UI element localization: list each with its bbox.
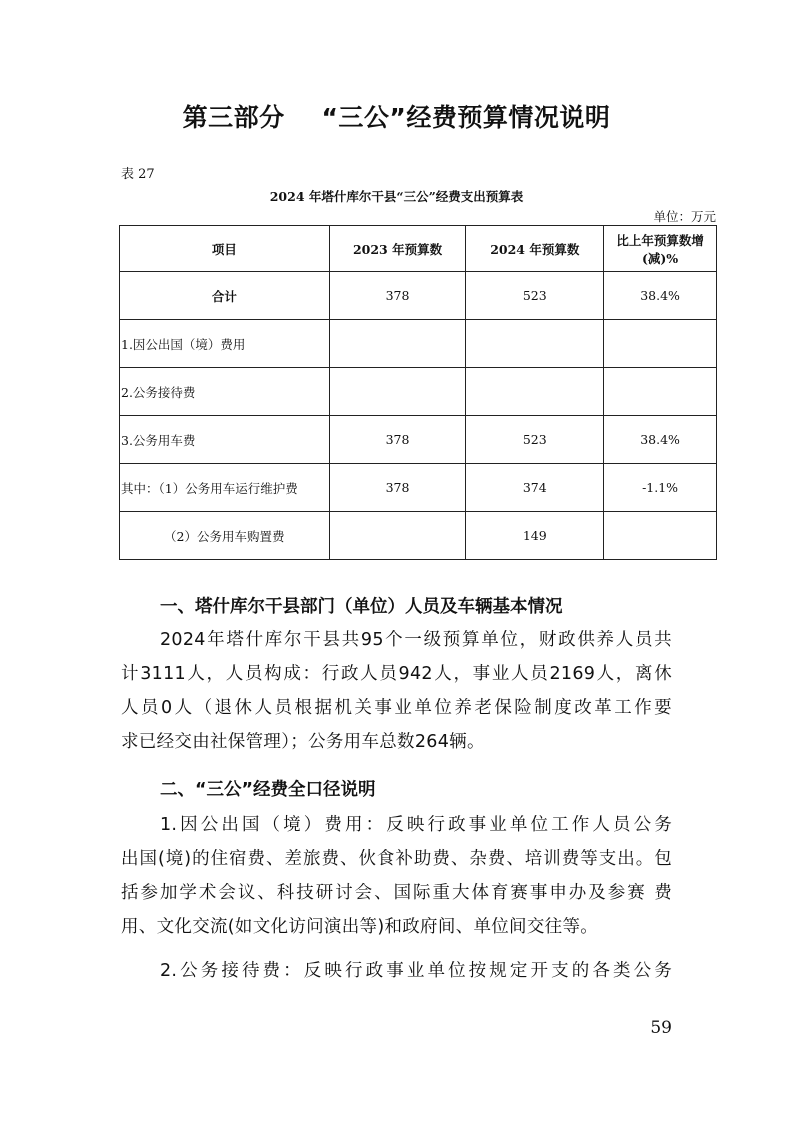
- cell-change: -1.1%: [604, 464, 717, 512]
- cell-2024: [466, 320, 604, 368]
- table-row: [120, 512, 717, 560]
- section-heading-staff-vehicles: 一、塔什库尔干县部门（单位）人员及车辆基本情况: [160, 597, 563, 617]
- cell-2023: [329, 512, 466, 560]
- table-number: 表 27: [121, 167, 155, 182]
- cell-change: 38.4%: [604, 416, 717, 464]
- cell-2023: 378: [329, 272, 466, 320]
- paragraph-line: 计3111人，人员构成：行政人员942人，事业人员2169人，离休: [121, 664, 672, 684]
- paragraph-line: 出国(境)的住宿费、差旅费、伙食补助费、杂费、培训费等支出。包: [121, 849, 672, 869]
- row-label: 1.因公出国（境）费用: [120, 320, 330, 368]
- part-title: 第三部分 “三公”经费预算情况说明: [182, 103, 611, 132]
- table-row: [120, 272, 717, 320]
- cell-change: [604, 512, 717, 560]
- paragraph-line: 用、文化交流(如文化访问演出等)和政府间、单位间交往等。: [121, 917, 599, 937]
- cell-2023: [329, 368, 466, 416]
- cell-2023: 378: [329, 416, 466, 464]
- paragraph-line: 人员0人（退休人员根据机关事业单位养老保险制度改革工作要: [121, 698, 672, 718]
- paragraph-line: 求已经交由社保管理）；公务用车总数264辆。: [121, 732, 485, 752]
- row-label: 其中：（1）公务用车运行维护费: [120, 464, 330, 512]
- header-item: 项目: [120, 226, 330, 272]
- paragraph-overseas-expenses: [121, 808, 672, 944]
- table-title: 2024 年塔什库尔干县“三公”经费支出预算表: [269, 189, 524, 204]
- row-label: 2.公务接待费: [120, 368, 330, 416]
- header-2023: 2023 年预算数: [329, 226, 466, 272]
- budget-table: [119, 225, 717, 560]
- table-row: [120, 416, 717, 464]
- table-header-row: [120, 226, 717, 272]
- paragraph-line: 2.公务接待费：反映行政事业单位按规定开支的各类公务: [160, 961, 672, 981]
- cell-change: [604, 368, 717, 416]
- cell-2023: 378: [329, 464, 466, 512]
- table-row: [120, 320, 717, 368]
- paragraph-line: 2024年塔什库尔干县共95个一级预算单位，财政供养人员共: [160, 630, 672, 650]
- header-2024: 2024 年预算数: [466, 226, 604, 272]
- row-label: 合计: [120, 272, 330, 320]
- table-row: [120, 464, 717, 512]
- row-label: （2）公务用车购置费: [120, 512, 330, 560]
- paragraph-line: 括参加学术会议、科技研讨会、国际重大体育赛事申办及参赛 费: [121, 883, 672, 903]
- page-number: 59: [650, 1018, 672, 1038]
- cell-change: [604, 320, 717, 368]
- cell-2024: 149: [466, 512, 604, 560]
- paragraph-reception-expenses: [121, 954, 672, 988]
- cell-2024: 374: [466, 464, 604, 512]
- cell-change: 38.4%: [604, 272, 717, 320]
- table-row: [120, 368, 717, 416]
- unit-label: 单位：万元: [653, 209, 716, 224]
- cell-2024: [466, 368, 604, 416]
- section-heading-three-public-expenses: 二、“三公”经费全口径说明: [160, 780, 376, 800]
- cell-2024: 523: [466, 272, 604, 320]
- paragraph-line: 1.因公出国（境）费用：反映行政事业单位工作人员公务: [160, 815, 672, 835]
- row-label: 3.公务用车费: [120, 416, 330, 464]
- paragraph-staff-vehicles: [121, 623, 672, 759]
- header-change: 比上年预算数增(减)%: [604, 226, 717, 272]
- cell-2024: 523: [466, 416, 604, 464]
- cell-2023: [329, 320, 466, 368]
